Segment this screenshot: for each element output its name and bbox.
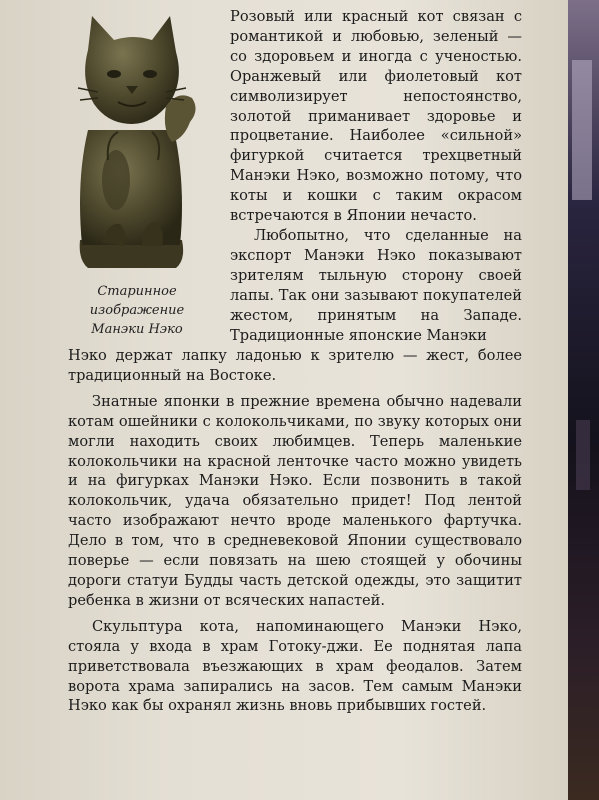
paragraph-export-continued: Нэко держат лапку ладонью к зрителю — жест, более традиционный на Востоке.: [68, 347, 522, 384]
paragraph-export: Любопытно, что сделанные на экспорт Манэки Нэко показывают зрителям тыльную сторону своей лапы. Так они зазывают покупателей жестом, принятым на Западе. Традиционные японские Манэки: [230, 226, 522, 344]
paragraph-temple: Скульптура кота, напоминающего Манэки Нэко, стояла у входа в храм Готоку-джи. Ее поднятая лапа приветствовала въезжающих в храм феодалов. Затем ворота храма запирались на засов. Тем самым Манэки Нэко как бы охранял жизнь вновь прибывших гостей.: [68, 617, 522, 715]
cat-statue-image: [58, 10, 208, 272]
image-caption: [52, 282, 222, 339]
adjacent-book-edge: [568, 0, 599, 800]
full-width-text: [68, 346, 522, 716]
paragraph-bells: Знатные японки в прежние времена обычно надевали котам ошейники с колокольчиками, по звуку которых они могли находить своих любимцев. Теперь маленькие колокольчики на красной ленточке часто можно увидеть и на фигурках Манэки Нэко. Если позвонить в такой колокольчик, удача обязательно придет! Под лентой часто изображают нечто вроде маленького фартучка. Дело в том, что в средневековой Японии существовало поверье — если повязать на шею стоящей у обочины дороги статуи Будды часть детской одежды, это защитит ребенка в жизни от всяческих напастей.: [68, 392, 522, 609]
right-column-text: [230, 7, 522, 345]
paragraph-colors: Розовый или красный кот связан с романтикой и любовью, зеленый — со здоровьем и иногда с ученостью. Оранжевый или фиолетовый кот символизирует непостоянство, золотой приманивает здоровье и процветание. Наиболее «сильной» фигуркой считается трехцветный Манэки Нэко, возможно потому, что коты и кошки с таким окрасом встречаются в Японии нечасто.: [230, 8, 522, 225]
caption-line: изображение: [89, 303, 185, 318]
caption-line: Старинное: [97, 284, 177, 299]
caption-line: Манэки Нэко: [91, 322, 183, 337]
